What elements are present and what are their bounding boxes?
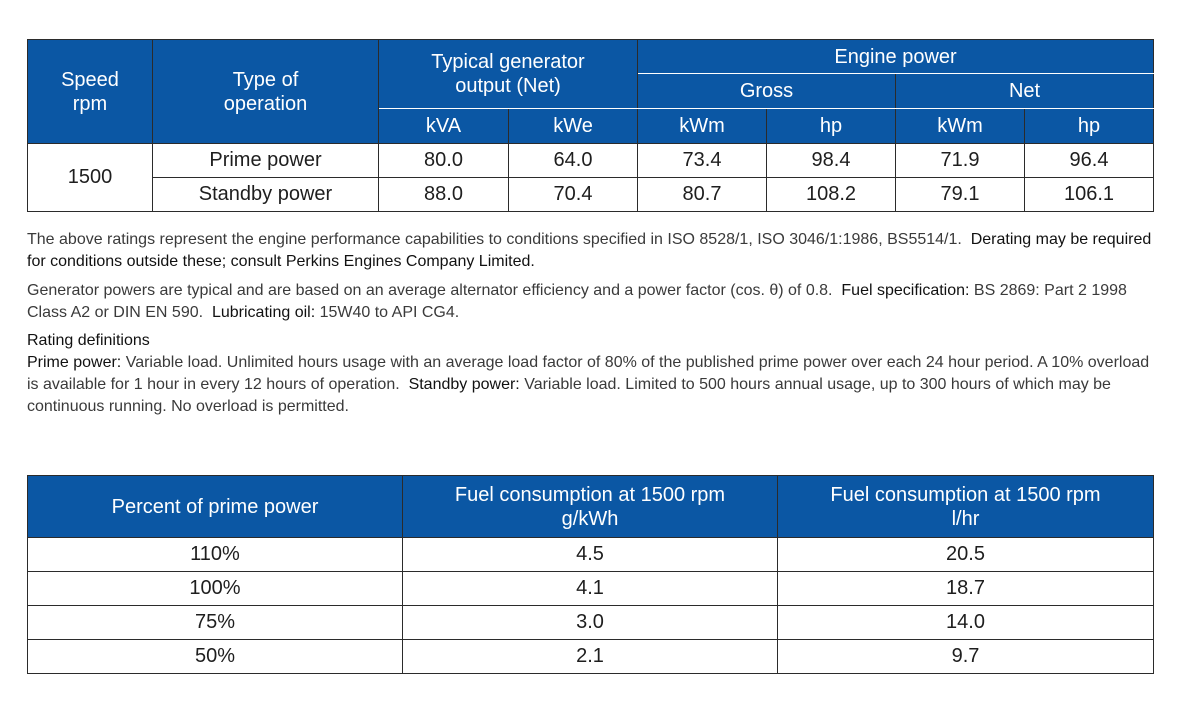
header-fuel-gkwh-line2: g/kWh xyxy=(561,507,619,530)
cell-kva: 88.0 xyxy=(379,178,509,212)
cell-gkwh: 2.1 xyxy=(403,640,778,674)
cell-kva: 80.0 xyxy=(379,144,509,178)
header-unit-kwe: kWe xyxy=(509,109,638,144)
header-percent-prime: Percent of prime power xyxy=(28,476,403,538)
fuel-consumption-table xyxy=(27,475,1154,674)
prime-power-text: Variable load. Unlimited hours usage with an average load factor of 80% of the published prime power over each 24 hour period. A 10% overload is available for 1 hour in every 12 hours of operation. xyxy=(27,354,1150,393)
cell-lhr: 9.7 xyxy=(778,640,1154,674)
cell-percent: 110% xyxy=(28,538,403,572)
header-unit-net-kwm: kWm xyxy=(896,109,1025,144)
header-gross: Gross xyxy=(638,74,896,109)
header-type xyxy=(153,40,379,144)
cell-net-hp: 96.4 xyxy=(1025,144,1154,178)
header-typical-output xyxy=(379,40,638,109)
header-unit-kva: kVA xyxy=(379,109,509,144)
cell-gross-hp: 98.4 xyxy=(767,144,896,178)
header-net: Net xyxy=(896,74,1154,109)
table-row xyxy=(28,606,1154,640)
header-type-line1: Type of xyxy=(232,68,299,91)
header-speed xyxy=(28,40,153,144)
notes-lube-label: Lubricating oil: xyxy=(211,304,316,321)
header-type-line2: operation xyxy=(223,92,308,115)
cell-gross-hp: 108.2 xyxy=(767,178,896,212)
prime-power-label: Prime power: xyxy=(27,354,122,371)
notes-generator xyxy=(27,280,1157,324)
header-fuel-lhr-line1: Fuel consumption at 1500 rpm xyxy=(830,483,1101,506)
cell-lhr: 14.0 xyxy=(778,606,1154,640)
table-row xyxy=(28,640,1154,674)
header-engine-power: Engine power xyxy=(638,40,1154,74)
notes-generator-text: Generator powers are typical and are based on an average alternator efficiency and a power factor (cos. θ) of 0.8. xyxy=(27,282,833,299)
header-unit-gross-hp: hp xyxy=(767,109,896,144)
notes-ratings-text: The above ratings represent the engine performance capabilities to conditions specified in ISO 8528/1, ISO 3046/1:1986, BS5514/1. xyxy=(27,231,962,248)
table-row xyxy=(28,538,1154,572)
cell-net-kwm: 71.9 xyxy=(896,144,1025,178)
rating-definitions-title: Rating definitions xyxy=(27,332,150,349)
cell-gkwh: 4.5 xyxy=(403,538,778,572)
table-row xyxy=(28,178,1154,212)
header-typical-line2: output (Net) xyxy=(455,75,561,97)
rating-definitions-body xyxy=(27,352,1157,418)
cell-gkwh: 4.1 xyxy=(403,572,778,606)
cell-percent: 50% xyxy=(28,640,403,674)
header-unit-net-hp: hp xyxy=(1025,109,1154,144)
cell-gkwh: 3.0 xyxy=(403,606,778,640)
notes-lube-text: 15W40 to API CG4. xyxy=(319,304,460,321)
ratings-table xyxy=(27,39,1154,212)
header-typical-line1: Typical generator xyxy=(431,51,585,73)
cell-percent: 75% xyxy=(28,606,403,640)
notes-fuel-spec-text: BS 2869: Part 2 1998 Class A2 or DIN EN 590. xyxy=(27,282,1127,321)
cell-lhr: 20.5 xyxy=(778,538,1154,572)
notes-fuel-spec-label: Fuel specification: xyxy=(841,282,970,299)
cell-lhr: 18.7 xyxy=(778,572,1154,606)
header-fuel-gkwh-line1: Fuel consumption at 1500 rpm xyxy=(454,483,726,506)
speed-value: 1500 xyxy=(28,144,153,212)
table-row xyxy=(28,572,1154,606)
standby-power-text: Variable load. Limited to 500 hours annual usage, up to 300 hours of which may be continuous running. No overload is permitted. xyxy=(27,376,1111,415)
header-fuel-lhr xyxy=(778,476,1154,538)
cell-kwe: 70.4 xyxy=(509,178,638,212)
standby-power-label: Standby power: xyxy=(408,376,520,393)
cell-kwe: 64.0 xyxy=(509,144,638,178)
cell-net-kwm: 79.1 xyxy=(896,178,1025,212)
table-row xyxy=(28,144,1154,178)
cell-gross-kwm: 73.4 xyxy=(638,144,767,178)
notes-ratings xyxy=(27,229,1157,273)
cell-net-hp: 106.1 xyxy=(1025,178,1154,212)
notes-derating-text: Derating may be required for conditions outside these; consult Perkins Engines Company Limited. xyxy=(27,231,1152,270)
notes-rating-definitions xyxy=(27,330,1157,418)
header-fuel-lhr-line2: l/hr xyxy=(951,507,980,530)
header-unit-gross-kwm: kWm xyxy=(638,109,767,144)
header-speed-line2: rpm xyxy=(72,92,108,115)
row-type: Prime power xyxy=(153,144,379,178)
header-speed-line1: Speed xyxy=(61,68,119,91)
cell-gross-kwm: 80.7 xyxy=(638,178,767,212)
header-fuel-gkwh xyxy=(403,476,778,538)
row-type: Standby power xyxy=(153,178,379,212)
cell-percent: 100% xyxy=(28,572,403,606)
